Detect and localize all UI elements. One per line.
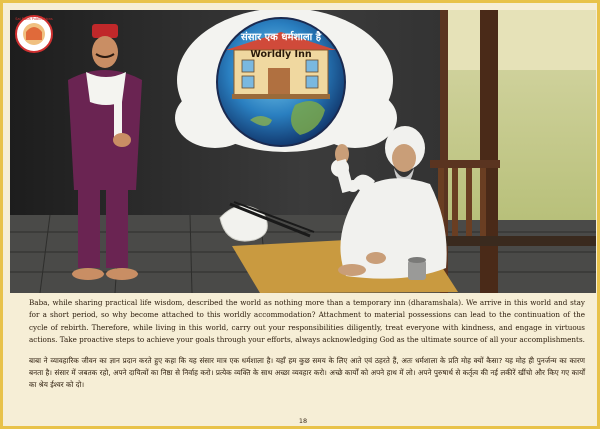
hindi-paragraph: बाबा ने व्यावहारिक जीवन का ज्ञान प्रदान करते हुए कहा कि यह संसार मात्र एक धर्मशाला है। यहाँ हम कुछ समय के लिए आते एवं ठहरते हैं, अतः धर्मशाला के प्रति मोह क्यों कैसा? यह मोह ही पुनर्जन्म का कारण बनता है। संसार में जबतक रहो, अपने दायित्वों का निष्ठा से निर्वाह करो। प्रत्येक व्यक्ति के साथ अच्छा व्यवहार करो। अच्छे कार्यों को अपने हाथ में लो। अपने पुरुषार्थ से कर्तृत्व की नई लकीरें खींचो और किए गए कार्यों का श्रेय ईश्वर को दो। [29, 355, 585, 390]
inn-sign-english: Worldly Inn [250, 49, 312, 60]
publisher-logo [15, 16, 53, 52]
story-text [29, 297, 585, 415]
english-paragraph: Baba, while sharing practical life wisdom, described the world as nothing more than a temporary inn (dharamshala). We arrive in this world and stay for a short period, so why become attached to this worldly accommodation? Attachment to material possessions can lead to the continuation of the cycle of rebirth. Therefore, while living in this world, carry out your responsibilities diligently, treat everyone with kindness, and engage in virtuous actions. Take proactive steps to achieve your goals through your efforts, always acknowledging God as the ultimate source of all your accomplishments. [29, 298, 585, 345]
inn-sign-hindi: संसार एक धर्मशाला है [240, 32, 322, 43]
story-illustration [10, 10, 596, 293]
logo-text: Sai Baba Publications [15, 17, 53, 21]
page-number: 18 [298, 417, 308, 425]
